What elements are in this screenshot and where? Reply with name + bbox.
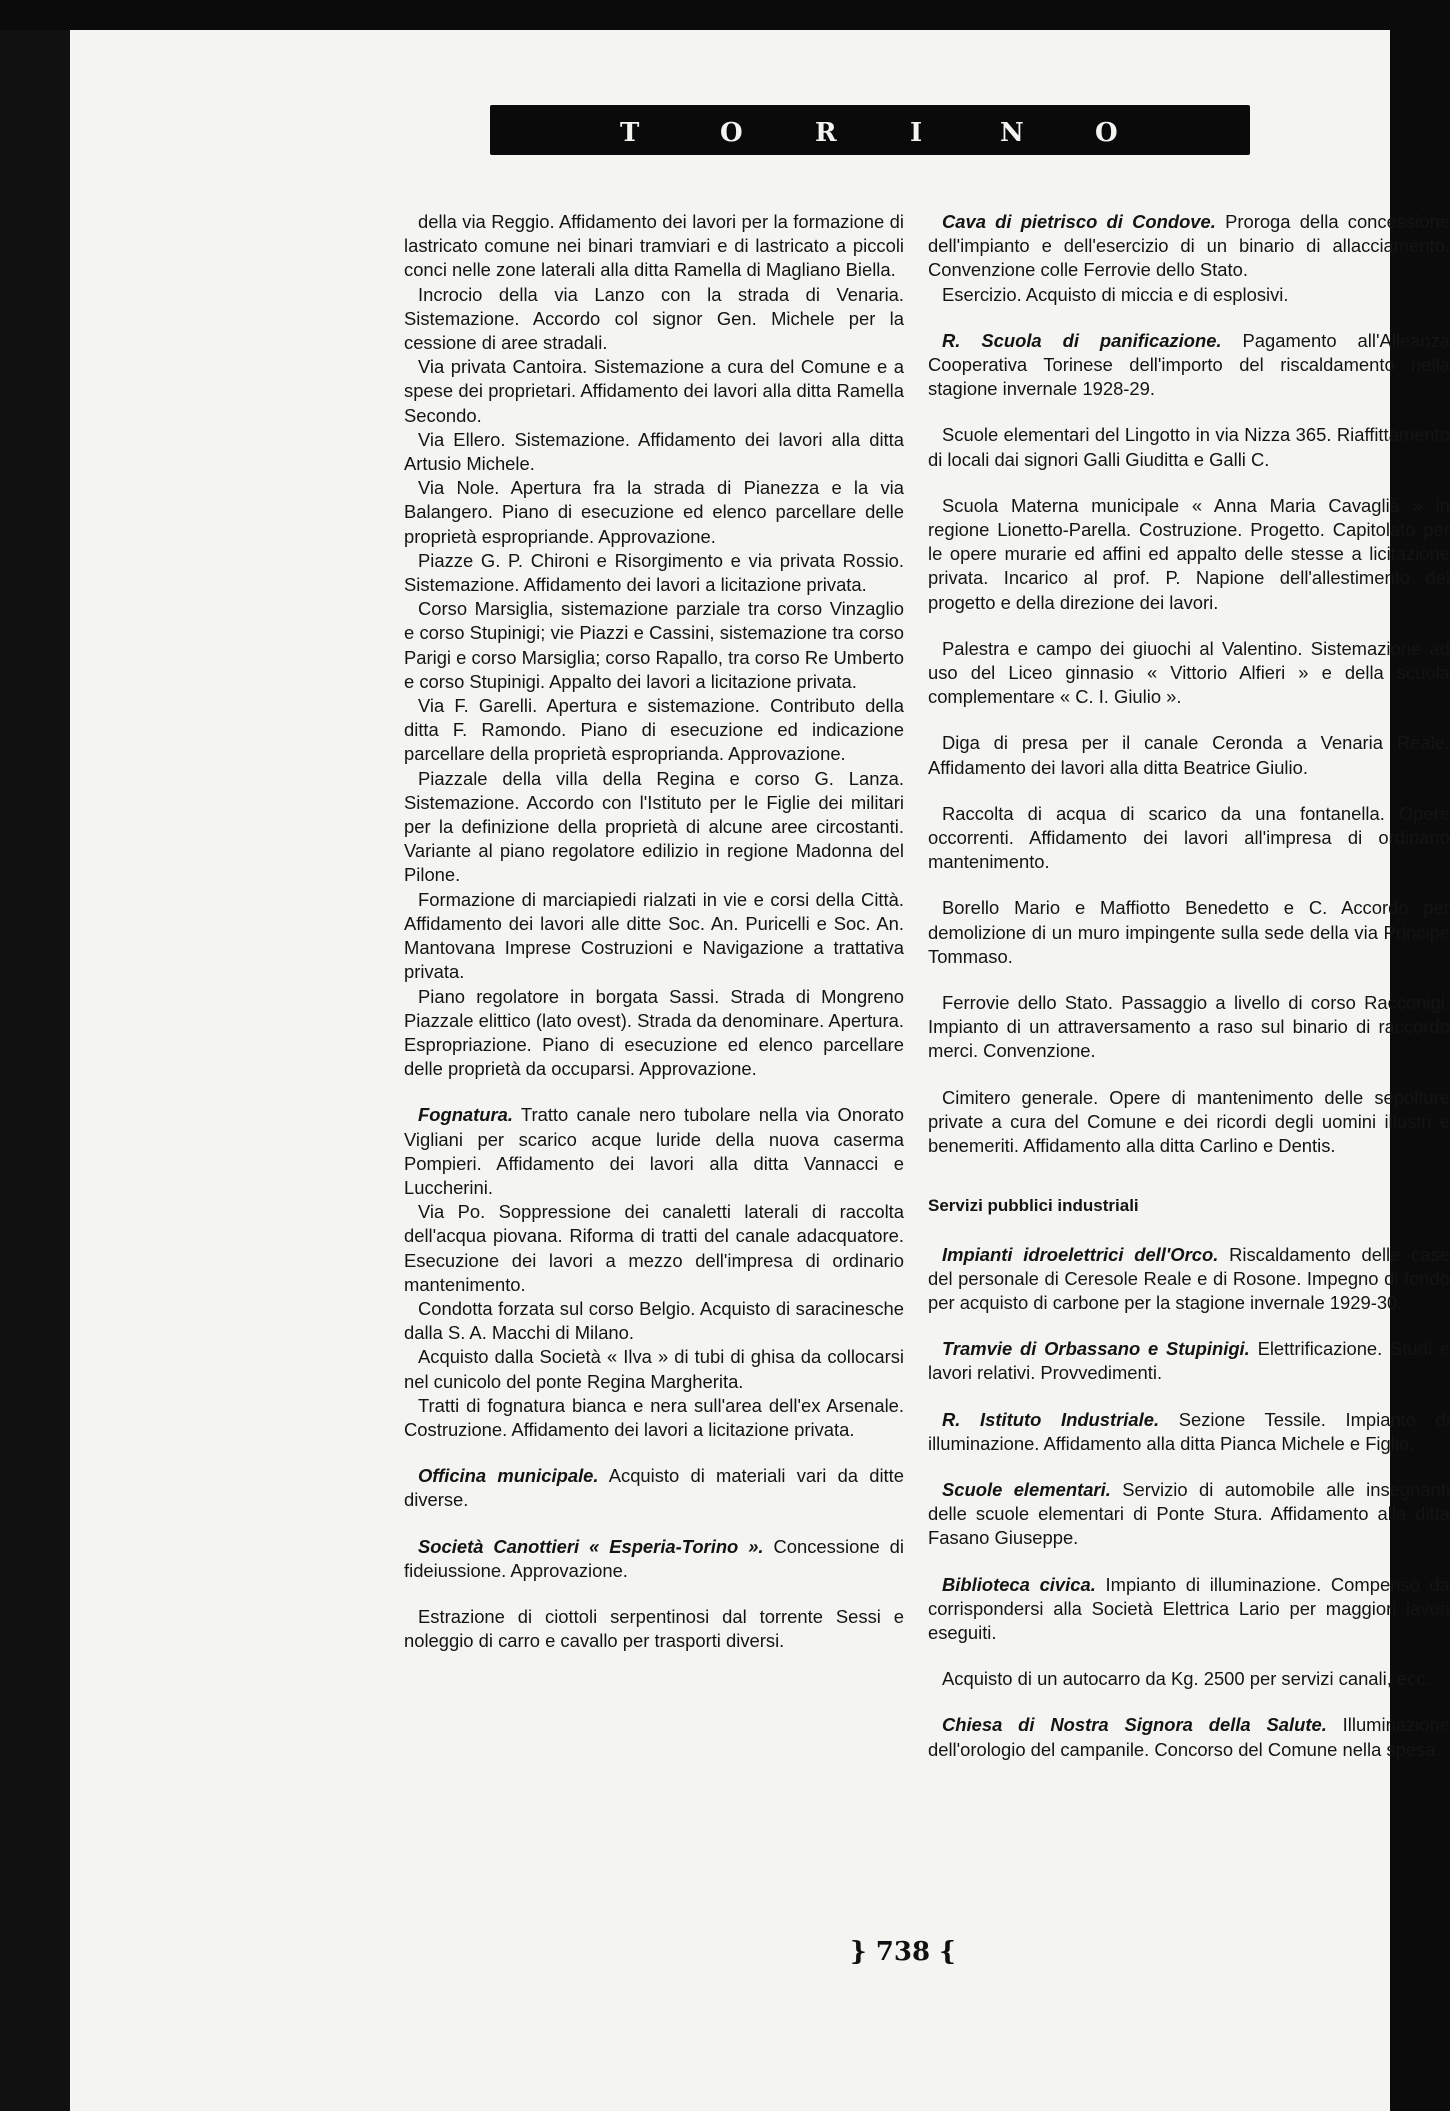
paragraph-text: Palestra e campo dei giuochi al Valentino. Sistemazione ad uso del Liceo ginnasio « Vittorio Alfieri » e della scuola complementare « C. I. Giulio ». [928, 637, 1450, 708]
paragraph [928, 731, 1450, 779]
paragraph [404, 1345, 904, 1393]
document-page [0, 30, 1450, 2111]
paragraph-text: Ferrovie dello Stato. Passaggio a livello di corso Racconigi. Impianto di un attraversamento a raso sul binario di raccordo merci. Convenzione. [928, 992, 1450, 1062]
paragraph [928, 494, 1450, 615]
paragraph-text: Raccolta di acqua di scarico da una fontanella. Opere occorrenti. Affidamento dei lavori all'impresa di ordinario mantenimento. [928, 802, 1450, 873]
paragraph-text: della via Reggio. Affidamento dei lavori per la formazione di lastricato comune nei binari tramviari e di lastricato a piccoli conci nelle zone laterali alla ditta Ramella di Magliano Biella. [404, 211, 904, 281]
paragraph-lead: Impianti idroelettrici dell'Orco. [942, 1243, 1219, 1265]
paragraph [404, 597, 904, 694]
paragraph-text: Acquisto di materiali vari da ditte diverse. [404, 1465, 904, 1511]
paragraph-text: Impianto di illuminazione. Compenso da corrispondersi alla Società Elettrica Lario per maggiori lavori eseguiti. [928, 1573, 1450, 1643]
paragraph-text: Proroga della concessione dell'impianto e dell'esercizio di un binario di allacciamento. Convenzione colle Ferrovie dello Stato. [928, 211, 1450, 281]
paragraph-text: Servizio di automobile alle insegnanti delle scuole elementari di Ponte Stura. Affidamento alla ditta Fasano Giuseppe. [928, 1478, 1450, 1549]
page-header-band [490, 105, 1250, 155]
paragraph-text: Tratto canale nero tubolare nella via Onorato Vigliani per scarico acque luride della nuova caserma Pompieri. Affidamento dei lavori alla ditta Vannacci e Luccherini. [404, 1104, 904, 1198]
paragraph-lead: Tramvie di Orbassano e Stupinigi. [942, 1338, 1250, 1360]
paragraph [404, 985, 904, 1082]
paragraph [404, 1297, 904, 1345]
paragraph [404, 549, 904, 597]
paragraph [928, 1713, 1450, 1761]
paragraph-lead: Chiesa di Nostra Signora della Salute. [942, 1714, 1327, 1736]
paragraph [928, 1337, 1450, 1385]
right-column [928, 210, 1450, 1762]
paragraph [928, 1667, 1450, 1691]
paragraph-lead: Biblioteca civica. [942, 1573, 1096, 1595]
page-number-bracket-right: { [939, 1937, 956, 1967]
header-letter: T [620, 118, 642, 148]
paragraph [928, 637, 1450, 710]
paragraph-text: Diga di presa per il canale Ceronda a Venaria Reale. Affidamento dei lavori alla ditta Beatrice Giulio. [928, 732, 1450, 778]
paragraph-text: Corso Marsiglia, sistemazione parziale tra corso Vinzaglio e corso Stupinigi; vie Piazzi e Cassini, sistemazione tra corso Parigi e corso Marsiglia; corso Rapallo, tra corso Re Umberto e corso Stupinigi. Appalto dei lavori a licitazione privata. [404, 598, 904, 692]
paragraph-text: Piazze G. P. Chironi e Risorgimento e via privata Rossio. Sistemazione. Affidamento dei lavori a licitazione privata. [404, 549, 904, 596]
paragraph-text: Tratti di fognatura bianca e nera sull'area dell'ex Arsenale. Costruzione. Affidamento dei lavori a licitazione privata. [404, 1394, 904, 1440]
paragraph [404, 355, 904, 428]
paragraph-text: Illuminazione dell'orologio del campanile. Concorso del Comune nella spesa. [928, 1714, 1450, 1760]
paragraph-text: Incrocio della via Lanzo con la strada di Venaria. Sistemazione. Accordo col signor Gen. Michele per la cessione di aree stradali. [404, 283, 904, 354]
header-letter: O [720, 118, 745, 148]
paragraph-text: Estrazione di ciottoli serpentinosi dal torrente Sessi e noleggio di carro e cavallo per trasporti diversi. [404, 1605, 904, 1652]
paragraph-text: Via F. Garelli. Apertura e sistemazione. Contributo della ditta F. Ramondo. Piano di esecuzione ed indicazione parcellare della proprietà esproprianda. Approvazione. [404, 695, 904, 765]
paragraph [928, 283, 1450, 307]
left-column [404, 210, 904, 1653]
paragraph-lead: Fognatura. [418, 1104, 514, 1126]
paragraph [928, 991, 1450, 1064]
paragraph-text: Scuole elementari del Lingotto in via Nizza 365. Riaffittamento di locali dai signori Galli Giuditta e Galli C. [928, 424, 1450, 470]
paragraph [928, 1478, 1450, 1551]
paragraph [404, 210, 904, 283]
paragraph [928, 1243, 1450, 1316]
paragraph [404, 1464, 904, 1512]
paragraph-text: Pagamento all'Alleanza Cooperativa Torinese dell'importo del riscaldamento nella stagione invernale 1928-29. [928, 329, 1450, 400]
paragraph-text: Via Po. Soppressione dei canaletti laterali di raccolta dell'acqua piovana. Riforma di tratti del canale adacquatore. Esecuzione dei lavori a mezzo dell'impresa di ordinario mantenimento. [404, 1201, 904, 1295]
paragraph [404, 283, 904, 356]
paragraph-text: Piano regolatore in borgata Sassi. Strada di Mongreno Piazzale elittico (lato ovest). Strada da denominare. Apertura. Espropriazione. Piano di esecuzione ed elenco parcellare delle proprietà da occuparsi. Approvazione. [404, 985, 904, 1080]
paragraph [928, 896, 1450, 969]
paragraph-text: Via Ellero. Sistemazione. Affidamento dei lavori alla ditta Artusio Michele. [404, 428, 904, 475]
header-letter: R [815, 118, 839, 148]
paragraph-text: Cimitero generale. Opere di mantenimento delle sepolture private a cura del Comune e dei ricordi degli uomini illustri e benemeriti. Affidamento alla ditta Carlino e Dentis. [928, 1086, 1450, 1157]
paragraph-text: Borello Mario e Maffiotto Benedetto e C. Accordo per demolizione di un muro impingente sulla sede della via Principe Tommaso. [928, 897, 1450, 967]
paragraph-text: Condotta forzata sul corso Belgio. Acquisto di saracinesche dalla S. A. Macchi di Milano. [404, 1297, 904, 1344]
paragraph [404, 476, 904, 549]
paragraph [404, 767, 904, 888]
paragraph [928, 1408, 1450, 1456]
paragraph [928, 802, 1450, 875]
paragraph [928, 1573, 1450, 1646]
paragraph [404, 694, 904, 767]
paragraph [404, 1103, 904, 1200]
paragraph-text: Riscaldamento delle case del personale di Ceresole Reale e di Rosone. Impegno di fondo per acquisto di carbone per la stagione invernale 1929-30. [928, 1243, 1450, 1313]
paragraph [928, 1086, 1450, 1159]
paragraph-text: Piazzale della villa della Regina e corso G. Lanza. Sistemazione. Accordo con l'Istituto per le Figlie dei militari per la definizione della proprietà di alcune aree circostanti. Variante al piano regolatore edilizio in regione Madonna del Pilone. [404, 767, 904, 886]
paragraph-text: Via privata Cantoira. Sistemazione a cura del Comune e a spese dei proprietari. Affidamento dei lavori alla ditta Ramella Secondo. [404, 356, 904, 426]
paragraph [404, 1200, 904, 1297]
paragraph-text: Scuola Materna municipale « Anna Maria Cavaglià » in regione Lionetto-Parella. Costruzione. Progetto. Capitolato per le opere murarie ed affini ed appalto delle stesse a licitazione privata. Incarico al prof. P. Napione dell'allestimento del progetto e della direzione dei lavori. [928, 494, 1450, 613]
paragraph [404, 1394, 904, 1442]
paragraph-text: Acquisto dalla Società « Ilva » di tubi di ghisa da collocarsi nel cunicolo del ponte Regina Margherita. [404, 1346, 904, 1392]
paragraph-text: Elettrificazione. Studi e lavori relativi. Provvedimenti. [928, 1338, 1450, 1384]
paragraph-lead: Cava di pietrisco di Condove. [942, 211, 1216, 232]
paragraph [404, 1535, 904, 1583]
header-letter: O [1095, 118, 1120, 148]
paragraph-lead: Scuole elementari. [942, 1478, 1111, 1500]
paragraph-text: Via Nole. Apertura fra la strada di Pianezza e la via Balangero. Piano di esecuzione ed elenco parcellare delle proprietà espropriande. Approvazione. [404, 477, 904, 547]
paragraph-lead: R. Istituto Industriale. [942, 1408, 1160, 1430]
paragraph-text: Concessione di fideiussione. Approvazione. [404, 1535, 904, 1581]
paragraph [404, 888, 904, 985]
paragraph [404, 428, 904, 476]
section-heading: Servizi pubblici industriali [928, 1196, 1139, 1216]
paragraph-lead: R. Scuola di panificazione. [942, 329, 1222, 351]
paragraph-text: Esercizio. Acquisto di miccia e di esplosivi. [942, 283, 1289, 305]
paragraph [928, 423, 1450, 471]
page-number-value: 738 [875, 1937, 931, 1967]
paragraph [404, 1605, 904, 1653]
paragraph-lead: Officina municipale. [418, 1465, 599, 1487]
header-letter: I [910, 118, 925, 148]
paragraph-lead: Società Canottieri « Esperia-Torino ». [418, 1535, 764, 1557]
paragraph [928, 329, 1450, 402]
header-letter: N [1000, 118, 1026, 148]
paragraph-text: Acquisto di un autocarro da Kg. 2500 per servizi canali, ecc. [942, 1668, 1431, 1690]
page-number-bracket-left: } [850, 1937, 867, 1967]
paragraph-text: Formazione di marciapiedi rialzati in vie e corsi della Città. Affidamento dei lavori alle ditte Soc. An. Puricelli e Soc. An. Mantovana Imprese Costruzioni e Navigazione a trattativa privata. [404, 888, 904, 983]
paragraph-text: Sezione Tessile. Impianto di illuminazione. Affidamento alla ditta Pianca Michele e Figlio. [928, 1408, 1450, 1454]
paragraph [928, 210, 1450, 283]
page-number [850, 1937, 956, 1967]
